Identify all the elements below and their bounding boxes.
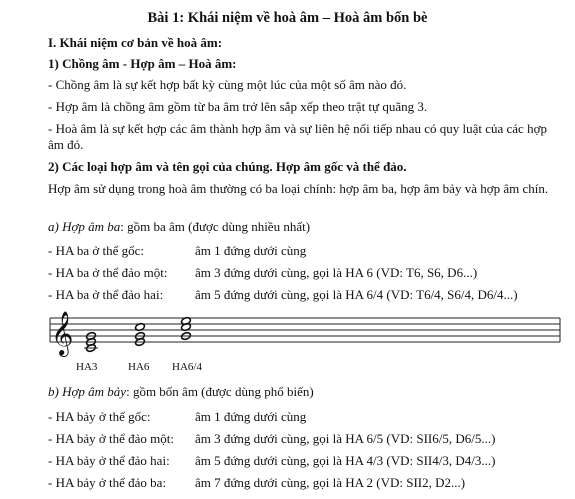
- row-label: - HA bảy ở thể đảo hai:: [48, 453, 170, 468]
- row-label: - HA bảy ở thể đảo một:: [48, 431, 175, 446]
- seventh-intro: [48, 384, 314, 400]
- seventh-intro-label: b) Hợp âm bảy: [48, 384, 127, 399]
- chord-note-icon: [181, 317, 192, 326]
- triad-intro-label: a) Hợp âm ba: [48, 219, 121, 234]
- staff-label-ha64: HA6/4: [172, 361, 202, 373]
- row-label: - HA ba ở thể gốc:: [48, 243, 145, 258]
- row-desc: âm 3 đứng dưới cùng, gọi là HA 6/5 (VD: SII6/5, D6/5...): [195, 431, 496, 446]
- subsection-2-heading: 2) Các loại hợp âm và tên gọi của chúng. Hợp âm gốc và thể đảo.: [48, 159, 407, 174]
- staff-label-ha3: HA3: [76, 361, 98, 373]
- row-label: - HA ba ở thể đảo một:: [48, 265, 168, 280]
- chord-note-icon: [181, 323, 192, 332]
- chord-note-icon: [135, 338, 146, 347]
- lesson-title: Bài 1: Khái niệm về hoà âm – Hoà âm bốn bè: [147, 10, 428, 26]
- row-desc: âm 1 đứng dưới cùng: [195, 409, 307, 424]
- chord-types-intro: Hợp âm sử dụng trong hoà âm thường có ba loại chính: hợp âm ba, hợp âm bảy và hợp âm chín.: [48, 181, 549, 196]
- chord-note-icon: [181, 332, 192, 341]
- chord-ha3: [84, 332, 98, 353]
- bullet-hop-am: - Hợp âm là chồng âm gồm từ ba âm trở lên sắp xếp theo trật tự quãng 3.: [48, 99, 428, 114]
- row-desc: âm 7 đứng dưới cùng, gọi là HA 2 (VD: SII2, D2...): [195, 475, 466, 490]
- row-desc: âm 5 đứng dưới cùng, gọi là HA 4/3 (VD: SII4/3, D4/3...): [195, 453, 496, 468]
- row-desc: âm 5 đứng dưới cùng, gọi là HA 6/4 (VD: T6/4, S6/4, D6/4...): [195, 287, 518, 302]
- bullet-chong-am: - Chồng âm là sự kết hợp bất kỳ cùng một lúc của một số âm nào đó.: [48, 77, 407, 92]
- row-label: - HA bảy ở thể đảo ba:: [48, 475, 167, 490]
- chord-note-icon: [135, 323, 146, 332]
- row-label: - HA bảy ở thể gốc:: [48, 409, 151, 424]
- treble-clef-icon: 𝄞: [51, 313, 74, 355]
- row-label: - HA ba ở thể đảo hai:: [48, 287, 164, 302]
- section-1-heading: I. Khái niệm cơ bản về hoà âm:: [48, 35, 223, 50]
- bullet-hoa-am: - Hoà âm là sự kết hợp các âm thành hợp âm và sự liên hệ nối tiếp nhau có quy luật của các hợp âm đó.: [48, 121, 547, 152]
- staff-label-ha6: HA6: [128, 361, 150, 373]
- triad-intro-text: : gồm ba âm (được dùng nhiều nhất): [120, 219, 311, 234]
- chord-note-icon: [86, 344, 97, 353]
- subsection-1-heading: 1) Chồng âm - Hợp âm – Hoà âm:: [48, 56, 237, 71]
- seventh-intro-text: : gồm bốn âm (được dùng phổ biến): [126, 384, 314, 399]
- triad-intro: [48, 219, 310, 235]
- row-desc: âm 3 đứng dưới cùng, gọi là HA 6 (VD: T6, S6, D6...): [195, 265, 478, 280]
- chord-note-icon: [86, 338, 97, 347]
- chord-ha6: [135, 323, 146, 347]
- chord-ha64: [181, 317, 192, 341]
- row-desc: âm 1 đứng dưới cùng: [195, 243, 307, 258]
- chord-note-icon: [86, 332, 97, 341]
- chord-note-icon: [135, 332, 146, 341]
